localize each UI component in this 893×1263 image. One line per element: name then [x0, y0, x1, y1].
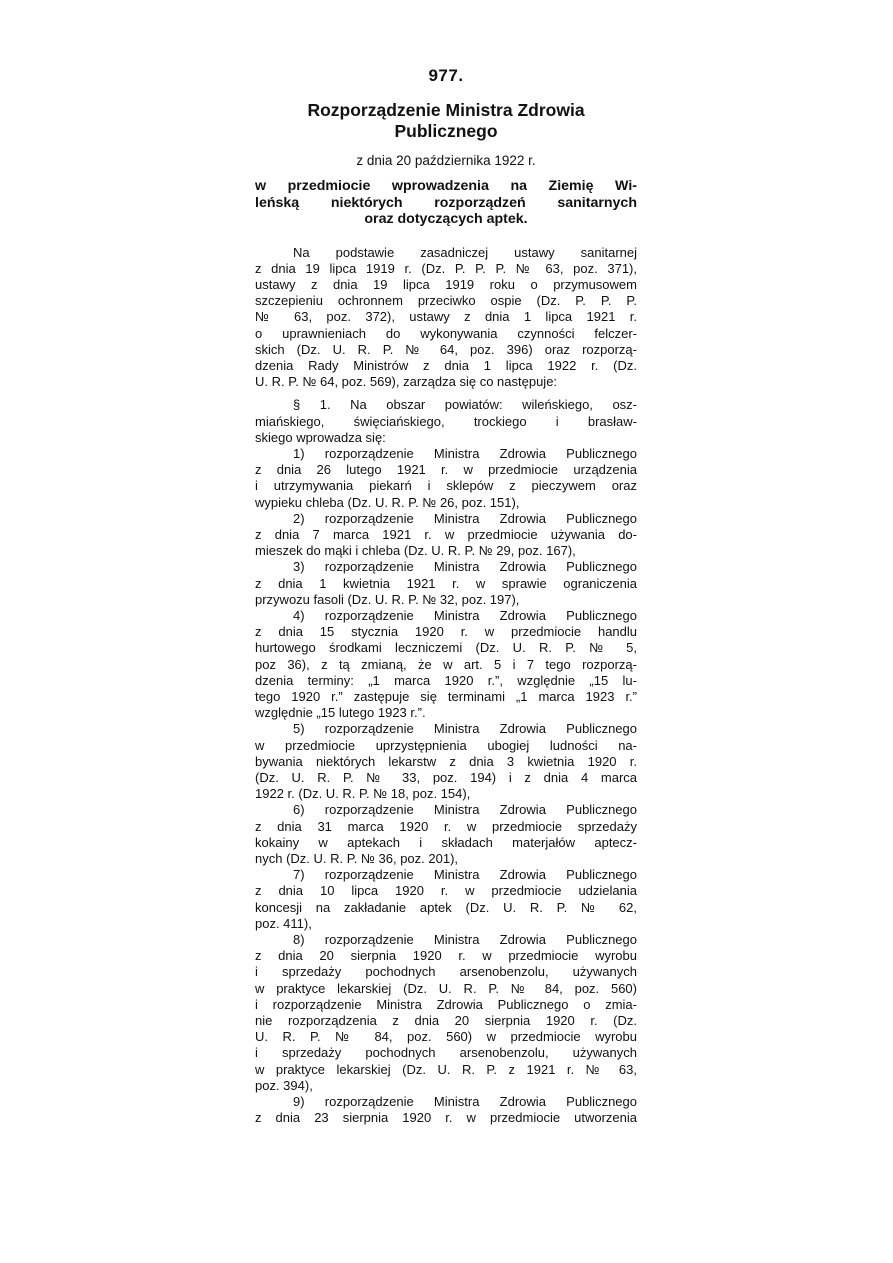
subject-line: w przedmiocie wprowadzenia na Ziemię Wi-: [255, 178, 637, 194]
subject-line: oraz dotyczących aptek.: [364, 211, 528, 227]
text-line: szczepieniu ochronnem przeciwko ospie (Dz. P. P. P.: [255, 293, 637, 309]
text-line: nie rozporządzenia z dnia 20 sierpnia 1920 r. (Dz.: [255, 1013, 637, 1029]
text-line: 6) rozporządzenie Ministra Zdrowia Publicznego: [293, 802, 637, 818]
text-line: w praktyce lekarskiej (Dz. U. R. P. № 84, poz. 560): [255, 980, 637, 996]
text-line: tego 1920 r.” zastępuje się terminami „1 marca 1923 r.”: [255, 688, 637, 704]
text-line: 4) rozporządzenie Ministra Zdrowia Publicznego: [293, 607, 637, 623]
text-line: 1) rozporządzenie Ministra Zdrowia Publicznego: [293, 445, 637, 461]
item-6: [255, 802, 637, 867]
text-line: miańskiego, święciańskiego, trockiego i brasław-: [255, 413, 637, 429]
text-line: mieszek do mąki i chleba (Dz. U. R. P. № 29, poz. 167),: [255, 543, 576, 559]
text-line: bywania niektórych lekarstw z dnia 3 kwietnia 1920 r.: [255, 753, 637, 769]
text-line: U. R. P. № 64, poz. 569), zarządza się co następuje:: [255, 374, 558, 390]
text-line: hurtowego środkami leczniczemi (Dz. U. R. P. № 5,: [255, 640, 637, 656]
item-1: [255, 446, 637, 511]
text-line: nych (Dz. U. R. P. № 36, poz. 201),: [255, 851, 459, 867]
document-subject: [255, 178, 637, 228]
text-line: 2) rozporządzenie Ministra Zdrowia Publicznego: [293, 510, 637, 526]
text-line: wypieku chleba (Dz. U. R. P. № 26, poz. 151),: [255, 494, 520, 510]
text-line: z dnia 10 lipca 1920 r. w przedmiocie udzielania: [255, 883, 637, 899]
subject-line: leńską niektórych rozporządzeń sanitarnych: [255, 194, 637, 211]
text-line: 5) rozporządzenie Ministra Zdrowia Publicznego: [293, 721, 637, 737]
text-line: (Dz. U. R. P. № 33, poz. 194) i z dnia 4 marca: [255, 770, 637, 785]
text-line: z dnia 15 stycznia 1920 r. w przedmiocie handlu: [255, 624, 637, 640]
text-line: i rozporządzenie Ministra Zdrowia Publicznego o zmia-: [255, 996, 637, 1012]
text-line: i sprzedaży pochodnych arsenobenzolu, używanych: [255, 1045, 637, 1061]
document-column: [255, 66, 637, 1126]
text-line: skich (Dz. U. R. P. № 64, poz. 396) oraz rozporzą-: [255, 341, 637, 357]
item-9: [255, 1094, 637, 1126]
text-line: z dnia 20 sierpnia 1920 r. w przedmiocie wyrobu: [255, 948, 637, 964]
text-line: 1922 r. (Dz. U. R. P. № 18, poz. 154),: [255, 786, 471, 802]
preamble-paragraph: [255, 245, 637, 391]
document-title-line-2: Publicznego: [394, 121, 498, 141]
text-line: ustawy z dnia 19 lipca 1919 roku o przymusowem: [255, 276, 637, 292]
item-7: [255, 867, 637, 932]
item-2: [255, 511, 637, 560]
document-title: [255, 100, 637, 142]
text-line: z dnia 23 sierpnia 1920 r. w przedmiocie utworzenia: [255, 1110, 637, 1126]
text-line: względnie „15 lutego 1923 r.”.: [255, 705, 426, 721]
text-line: z dnia 26 lutego 1921 r. w przedmiocie urządzenia: [255, 462, 637, 478]
text-line: 8) rozporządzenie Ministra Zdrowia Publicznego: [293, 932, 637, 948]
item-3: [255, 559, 637, 608]
text-line: Na podstawie zasadniczej ustawy sanitarnej: [293, 244, 637, 260]
text-line: № 63, poz. 372), ustawy z dnia 1 lipca 1921 r.: [255, 309, 637, 325]
text-line: dzenia Rady Ministrów z dnia 1 lipca 1922 r. (Dz.: [255, 357, 637, 373]
text-line: w praktyce lekarskiej (Dz. U. R. P. z 1921 r. № 63,: [255, 1061, 637, 1077]
text-line: z dnia 1 kwietnia 1921 r. w sprawie ograniczenia: [255, 575, 637, 591]
text-line: dzenia terminy: „1 marca 1920 r.”, względnie „15 lu-: [255, 672, 637, 688]
text-line: kokainy w aptekach i składach materjałów aptecz-: [255, 834, 637, 850]
text-line: U. R. P. № 84, poz. 560) w przedmiocie wyrobu: [255, 1029, 637, 1045]
text-line: o uprawnieniach do wykonywania czynności felczer-: [255, 325, 637, 341]
text-line: 9) rozporządzenie Ministra Zdrowia Publicznego: [293, 1094, 637, 1110]
text-line: poz. 394),: [255, 1077, 313, 1093]
item-4: [255, 608, 637, 721]
text-line: 3) rozporządzenie Ministra Zdrowia Publicznego: [293, 559, 637, 575]
text-line: i utrzymywania piekarń i sklepów z pieczywem oraz: [255, 478, 637, 494]
text-line: skiego wprowadza się:: [255, 429, 386, 445]
page-number: 977.: [428, 66, 464, 85]
document-title-line-1: Rozporządzenie Ministra Zdrowia: [307, 100, 585, 120]
document-date: z dnia 20 października 1922 r.: [356, 153, 536, 168]
text-line: 7) rozporządzenie Ministra Zdrowia Publicznego: [293, 867, 637, 883]
text-line: z dnia 31 marca 1920 r. w przedmiocie sprzedaży: [255, 818, 637, 834]
item-5: [255, 721, 637, 802]
section-1-paragraph: [255, 397, 637, 446]
text-line: koncesji na zakładanie aptek (Dz. U. R. P. № 62,: [255, 899, 637, 915]
text-line: przywozu fasoli (Dz. U. R. P. № 32, poz. 197),: [255, 591, 520, 607]
item-8: [255, 932, 637, 1094]
text-line: poz. 411),: [255, 915, 312, 931]
text-line: i sprzedaży pochodnych arsenobenzolu, używanych: [255, 964, 637, 980]
text-line: z dnia 19 lipca 1919 r. (Dz. P. P. P. № 63, poz. 371),: [255, 260, 637, 276]
text-line: poz 36), z tą zmianą, że w art. 5 i 7 tego rozporzą-: [255, 656, 637, 672]
text-line: w przedmiocie uprzystępnienia ubogiej ludności na-: [255, 737, 637, 753]
text-line: z dnia 7 marca 1921 r. w przedmiocie używania do-: [255, 526, 637, 542]
section-1-heading-line: § 1. Na obszar powiatów: wileńskiego, osz-: [293, 397, 637, 413]
